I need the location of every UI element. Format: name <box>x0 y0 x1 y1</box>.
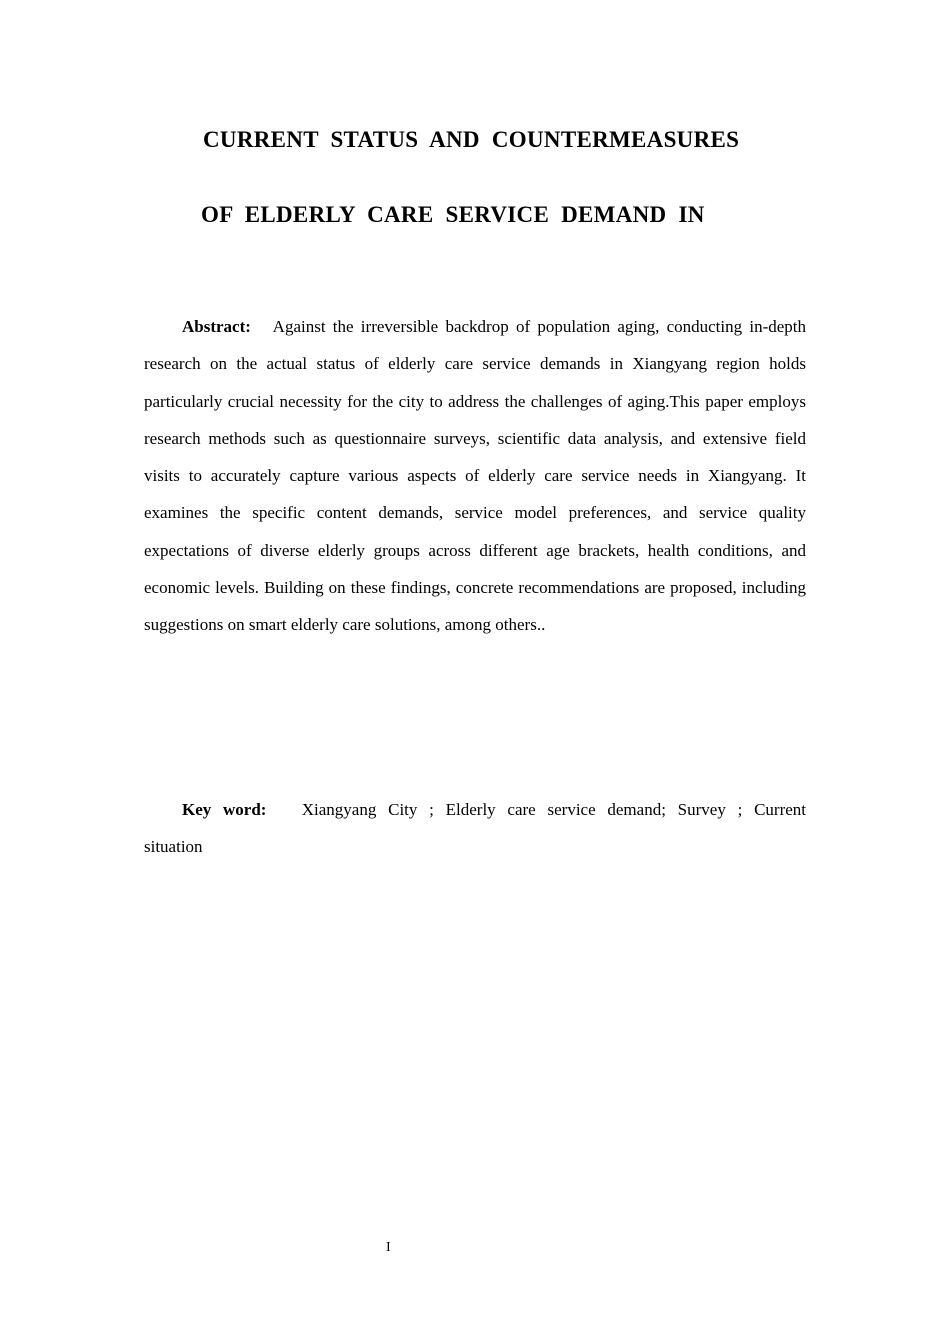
abstract-paragraph <box>144 308 806 644</box>
abstract-text: Against the irreversible backdrop of population aging, conducting in-depth research on the actual status of elderly care service demands in Xiangyang region holds particularly crucial necessity for the city to address the challenges of aging.This paper employs research methods such as questionnaire surveys, scientific data analysis, and extensive field visits to accurately capture various aspects of elderly care service needs in Xiangyang. It examines the specific content demands, service model preferences, and service quality expectations of diverse elderly groups across different age brackets, health conditions, and economic levels. Building on these findings, concrete recommendations are proposed, including suggestions on smart elderly care solutions, among others.. <box>144 317 807 635</box>
keywords-spacer <box>278 800 302 819</box>
title-line-1: CURRENT STATUS AND COUNTERMEASURES <box>203 127 740 152</box>
abstract-spacer <box>258 317 273 336</box>
abstract-label: Abstract: <box>182 317 251 336</box>
page-number: I <box>386 1240 391 1255</box>
keywords-paragraph <box>144 791 806 866</box>
keywords-label: Key word: <box>182 800 267 819</box>
title-line-2: OF ELDERLY CARE SERVICE DEMAND IN <box>201 202 705 227</box>
keywords-text: Xiangyang City ; Elderly care service demand; Survey ; Current situation <box>144 800 807 857</box>
